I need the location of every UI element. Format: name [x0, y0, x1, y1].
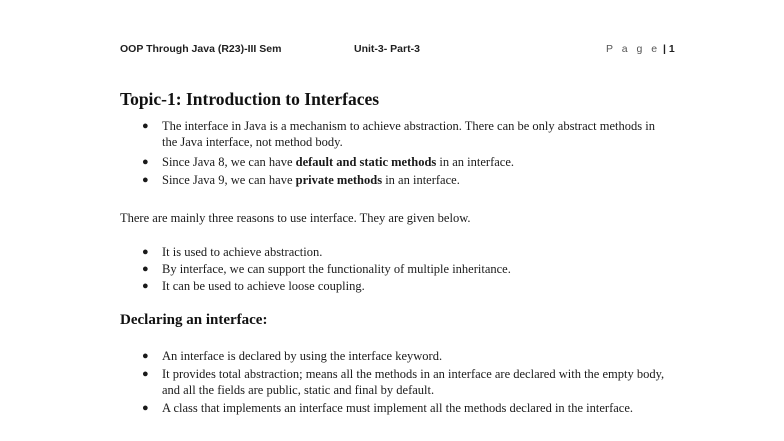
- list-item-text: By interface, we can support the functionality of multiple inheritance.: [162, 262, 511, 276]
- declaring-heading: Declaring an interface:: [120, 312, 268, 328]
- list-item-bold: default and static methods: [295, 155, 437, 169]
- list-item-bold: private methods: [295, 173, 383, 187]
- reasons-list: [138, 244, 658, 294]
- list-item-text: A class that implements an interface must implement all the methods declared in the interface.: [162, 401, 634, 415]
- list-item-text: Since Java 9, we can have: [162, 173, 296, 187]
- bullet-icon: ●: [142, 368, 149, 380]
- header-page-number: [606, 43, 675, 55]
- list-item: [138, 154, 658, 170]
- list-item: [138, 400, 668, 416]
- list-item-text: It is used to achieve abstraction.: [162, 245, 323, 259]
- page-word: P a g e: [606, 43, 661, 55]
- page-num: 1: [668, 43, 675, 55]
- bullet-icon: ●: [142, 174, 149, 186]
- list-item-text: An interface is declared by using the interface keyword.: [162, 349, 443, 363]
- bullet-icon: ●: [142, 280, 149, 292]
- header-course-title: OOP Through Java (R23)-III Sem: [120, 43, 282, 55]
- list-item-text: It provides total abstraction; means all the methods in an interface are declared with the empty body, and all the fields are public, static and final by default.: [162, 367, 665, 397]
- list-item-text: in an interface.: [382, 173, 460, 187]
- bullet-icon: ●: [142, 120, 149, 132]
- list-item-text: Since Java 8, we can have: [162, 155, 296, 169]
- list-item: [138, 261, 658, 277]
- page-separator: |: [660, 43, 669, 55]
- bullet-icon: ●: [142, 350, 149, 362]
- declaring-bullet-list: [138, 348, 668, 416]
- header-unit: Unit-3- Part-3: [354, 43, 420, 55]
- list-item: [138, 348, 668, 364]
- bullet-icon: ●: [142, 263, 149, 275]
- reasons-intro: There are mainly three reasons to use interface. They are given below.: [120, 211, 471, 225]
- list-item: [138, 172, 658, 188]
- topic1-heading: Topic-1: Introduction to Interfaces: [120, 89, 380, 109]
- list-item: [138, 278, 658, 294]
- list-item-text: The interface in Java is a mechanism to achieve abstraction. There can be only abstract methods in the Java interface, not method body.: [162, 119, 655, 149]
- list-item: [138, 366, 668, 398]
- bullet-icon: ●: [142, 156, 149, 168]
- bullet-icon: ●: [142, 402, 149, 414]
- list-item: [138, 244, 658, 260]
- list-item-text: It can be used to achieve loose coupling.: [162, 279, 365, 293]
- bullet-icon: ●: [142, 246, 149, 258]
- topic1-bullet-list: [138, 118, 658, 188]
- list-item: [138, 118, 658, 150]
- list-item-text: in an interface.: [436, 155, 514, 169]
